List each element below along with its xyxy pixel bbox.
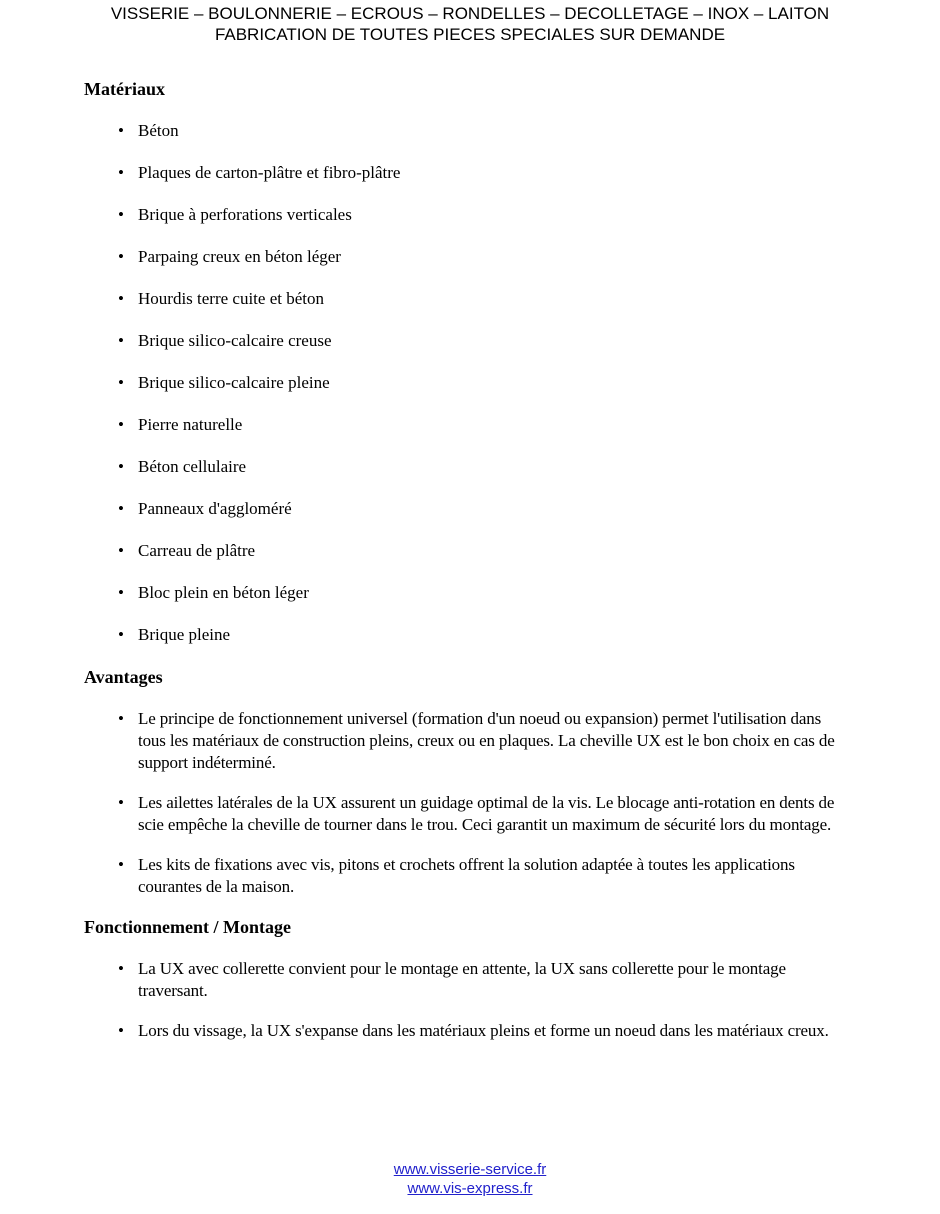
bullet-icon: • bbox=[118, 625, 124, 644]
section-heading-avantages: Avantages bbox=[84, 667, 163, 687]
list-item bbox=[84, 792, 846, 836]
list-item bbox=[84, 372, 846, 394]
list-item-text: Les kits de fixations avec vis, pitons et crochets offrent la solution adaptée à toutes les applications courantes de la maison. bbox=[138, 855, 795, 896]
list-item bbox=[84, 540, 846, 562]
list-item-text: Pierre naturelle bbox=[138, 415, 243, 434]
bullet-icon: • bbox=[118, 709, 124, 728]
list-item bbox=[84, 708, 846, 774]
bullet-icon: • bbox=[118, 415, 124, 434]
list-item-text: Les ailettes latérales de la UX assurent un guidage optimal de la vis. Le blocage anti-rotation en dents de scie empêche la cheville de tourner dans le trou. Ceci garantit un maximum de sécurité lors du montage. bbox=[138, 793, 835, 834]
bullet-icon: • bbox=[118, 121, 124, 140]
page-footer bbox=[0, 1160, 940, 1198]
list-item-text: Carreau de plâtre bbox=[138, 541, 256, 560]
list-item-text: Béton bbox=[138, 121, 179, 140]
header-line-1: VISSERIE – BOULONNERIE – ECROUS – RONDELLES – DECOLLETAGE – INOX – LAITON bbox=[110, 4, 830, 23]
document-body bbox=[0, 78, 940, 1042]
list-item bbox=[84, 162, 846, 184]
list-item bbox=[84, 414, 846, 436]
bullet-icon: • bbox=[118, 583, 124, 602]
list-item bbox=[84, 456, 846, 478]
bullet-icon: • bbox=[118, 163, 124, 182]
list-item-text: Plaques de carton-plâtre et fibro-plâtre bbox=[138, 163, 401, 182]
bullet-icon: • bbox=[118, 959, 124, 978]
bullet-icon: • bbox=[118, 289, 124, 308]
list-item bbox=[84, 854, 846, 898]
list-item-text: Brique silico-calcaire creuse bbox=[138, 331, 332, 350]
list-item bbox=[84, 204, 846, 226]
list-item-text: Hourdis terre cuite et béton bbox=[138, 289, 324, 308]
advantages-list bbox=[84, 708, 846, 898]
list-item-text: Brique à perforations verticales bbox=[138, 205, 352, 224]
bullet-icon: • bbox=[118, 457, 124, 476]
list-item-text: Brique silico-calcaire pleine bbox=[138, 373, 330, 392]
operation-list bbox=[84, 958, 846, 1042]
list-item-text: Brique pleine bbox=[138, 625, 231, 644]
materials-list bbox=[84, 120, 846, 646]
section-heading-materiaux: Matériaux bbox=[84, 79, 165, 99]
list-item bbox=[84, 958, 846, 1002]
bullet-icon: • bbox=[118, 247, 124, 266]
bullet-icon: • bbox=[118, 1021, 124, 1040]
list-item bbox=[84, 330, 846, 352]
list-item bbox=[84, 582, 846, 604]
bullet-icon: • bbox=[118, 499, 124, 518]
section-heading-fonctionnement: Fonctionnement / Montage bbox=[84, 917, 291, 937]
bullet-icon: • bbox=[118, 855, 124, 874]
list-item-text: Béton cellulaire bbox=[138, 457, 247, 476]
list-item-text: Panneaux d'aggloméré bbox=[138, 499, 292, 518]
list-item-text: Le principe de fonctionnement universel (formation d'un noeud ou expansion) permet l'utilisation dans tous les matériaux de construction pleins, creux ou en plaques. La cheville UX est le bon choix en cas de support indéterminé. bbox=[138, 709, 835, 772]
list-item bbox=[84, 498, 846, 520]
bullet-icon: • bbox=[118, 331, 124, 350]
list-item-text: Bloc plein en béton léger bbox=[138, 583, 309, 602]
bullet-icon: • bbox=[118, 793, 124, 812]
list-item bbox=[84, 246, 846, 268]
list-item bbox=[84, 120, 846, 142]
link-vis-express[interactable]: www.vis-express.fr bbox=[407, 1180, 533, 1197]
list-item bbox=[84, 1020, 846, 1042]
link-visserie-service[interactable]: www.visserie-service.fr bbox=[393, 1161, 547, 1178]
bullet-icon: • bbox=[118, 541, 124, 560]
bullet-icon: • bbox=[118, 205, 124, 224]
list-item-text: Parpaing creux en béton léger bbox=[138, 247, 341, 266]
bullet-icon: • bbox=[118, 373, 124, 392]
page-header bbox=[0, 0, 940, 45]
list-item-text: La UX avec collerette convient pour le montage en attente, la UX sans collerette pour le montage traversant. bbox=[138, 959, 786, 1000]
list-item-text: Lors du vissage, la UX s'expanse dans les matériaux pleins et forme un noeud dans les matériaux creux. bbox=[138, 1021, 829, 1040]
list-item bbox=[84, 624, 846, 646]
list-item bbox=[84, 288, 846, 310]
header-line-2: FABRICATION DE TOUTES PIECES SPECIALES SUR DEMANDE bbox=[214, 25, 726, 44]
